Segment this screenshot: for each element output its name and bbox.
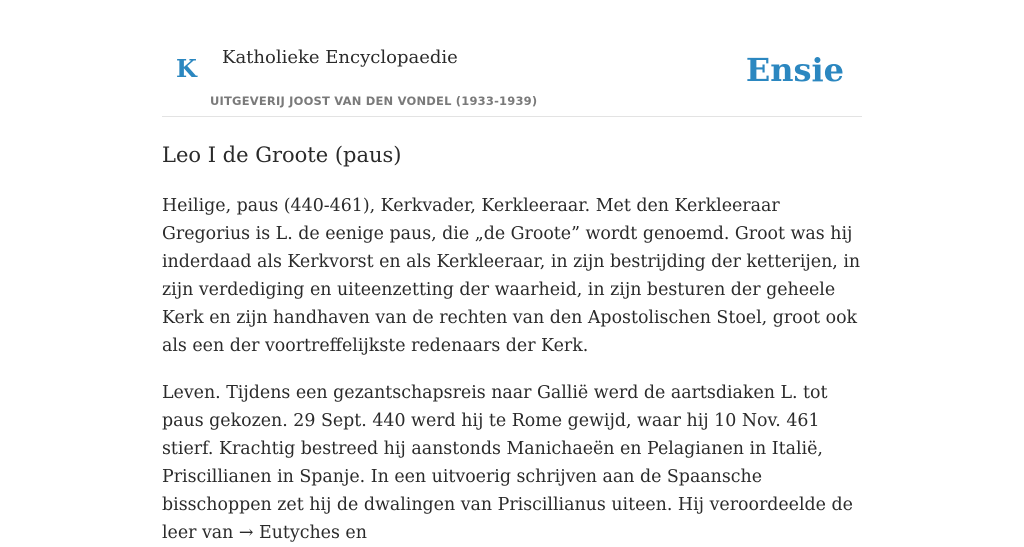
encyclopedia-logo-icon[interactable]: K: [176, 54, 197, 83]
book-title[interactable]: Katholieke Encyclopaedie: [222, 47, 458, 68]
article: [162, 138, 862, 547]
ensie-brand-link[interactable]: Ensie: [745, 51, 844, 89]
article-paragraph: Leven. Tijdens een gezantschapsreis naar Gallië werd de aartsdiaken L. tot paus gekozen. 29 Sept. 440 werd hij te Rome gewijd, waar hij 10 Nov. 461 stierf. Krachtig bestreed hij aanstonds Manichaeën en Pelagianen in Italië, Priscillianen in Spanje. In een uitvoerig schrijven aan de Spaansche bisschoppen zet hij de dwalingen van Priscillianus uiteen. Hij veroordeelde de leer van → Eutyches en: [162, 383, 853, 543]
site-header: [162, 0, 862, 117]
publisher-label: UITGEVERIJ JOOST VAN DEN VONDEL (1933-1939): [210, 94, 538, 108]
article-title: Leo I de Groote (paus): [162, 143, 402, 167]
article-paragraph: Heilige, paus (440-461), Kerkvader, Kerkleeraar. Met den Kerkleeraar Gregorius is L. de eenige paus, die „de Groote” wordt genoemd. Groot was hij inderdaad als Kerkvorst en als Kerkleeraar, in zijn bestrijding der ketterijen, in zijn verdediging en uiteenzetting der waarheid, in zijn besturen der geheele Kerk en zijn handhaven van de rechten van den Apostolischen Stoel, groot ook als een der voortreffelijkste redenaars der Kerk.: [162, 196, 861, 356]
